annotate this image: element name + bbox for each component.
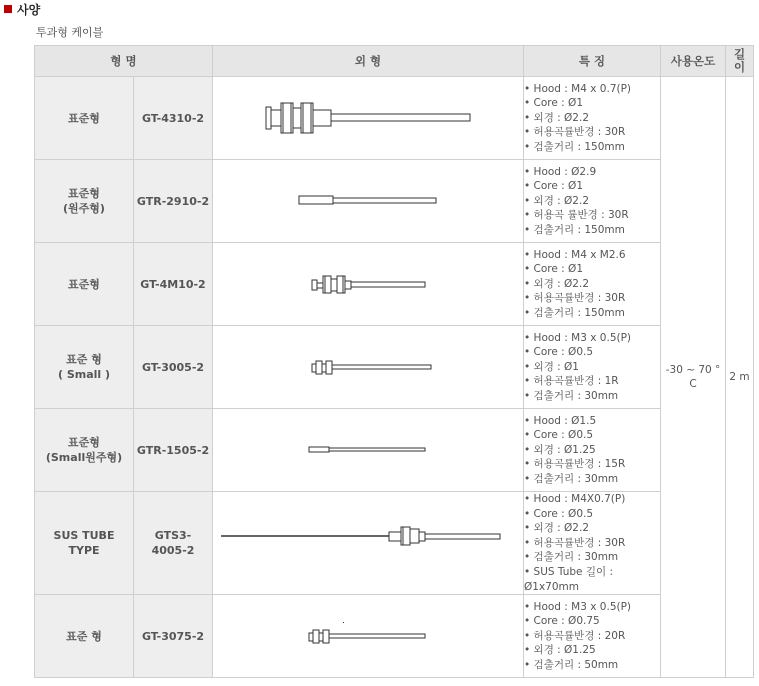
table-row bbox=[35, 160, 754, 243]
feature-line: • 검출거리 : 150mm bbox=[524, 140, 625, 153]
sensor-gts3-drawing bbox=[213, 492, 524, 594]
feature-line: • Core : Ø0.5 bbox=[524, 429, 594, 442]
feature-line: • 외경 : Ø1.25 bbox=[524, 644, 596, 657]
type-cell: 표준형 (원주형) bbox=[35, 160, 134, 243]
model-cell: GT-4310-2 bbox=[134, 77, 213, 160]
features-cell bbox=[524, 160, 661, 243]
table-row bbox=[35, 595, 754, 678]
features-cell bbox=[524, 595, 661, 678]
header-shape: 외 형 bbox=[213, 46, 524, 77]
header-type: 형 명 bbox=[35, 46, 213, 77]
model-cell: GT-3075-2 bbox=[134, 595, 213, 678]
model-cell: GT-3005-2 bbox=[134, 326, 213, 409]
bullet-square-icon bbox=[4, 5, 12, 13]
temperature-value: -30 ~ 70 ° C bbox=[665, 364, 721, 391]
feature-line: • 검출거리 : 30mm bbox=[524, 389, 619, 402]
header-row bbox=[35, 46, 754, 77]
shape-cell bbox=[213, 409, 524, 492]
feature-line: • 외경 : Ø1.25 bbox=[524, 443, 596, 456]
model-cell: GTR-1505-2 bbox=[134, 409, 213, 492]
sensor-gt4310-drawing bbox=[213, 77, 524, 159]
section-title bbox=[4, 2, 40, 16]
feature-line: • 검출거리 : 150mm bbox=[524, 306, 625, 319]
feature-line: • 검출거리 : 150mm bbox=[524, 223, 625, 236]
feature-line: • 외경 : Ø1 bbox=[524, 360, 579, 373]
type-cell: 표준 형 ( Small ) bbox=[35, 326, 134, 409]
table-row bbox=[35, 326, 754, 409]
feature-line: • Core : Ø1 bbox=[524, 180, 584, 193]
sensor-gt4m10-drawing bbox=[213, 243, 524, 325]
feature-line: • 허용곡률반경 : 30R bbox=[524, 292, 626, 305]
feature-line: • Core : Ø0.5 bbox=[524, 507, 594, 520]
feature-line: • Hood : M3 x 0.5(P) bbox=[524, 600, 632, 613]
feature-line: • 외경 : Ø2.2 bbox=[524, 194, 590, 207]
type-cell: 표준형 (Small원주형) bbox=[35, 409, 134, 492]
shape-cell bbox=[213, 77, 524, 160]
sensor-gtr2910-drawing bbox=[213, 160, 524, 242]
feature-line: • 외경 : Ø2.2 bbox=[524, 111, 590, 124]
table-row bbox=[35, 492, 754, 595]
table-row bbox=[35, 243, 754, 326]
type-cell: 표준형 bbox=[35, 77, 134, 160]
feature-line: • Hood : M4X0.7(P) bbox=[524, 493, 626, 505]
feature-line: • Core : Ø1 bbox=[524, 263, 584, 276]
type-cell: SUS TUBE TYPE bbox=[35, 492, 134, 595]
length-value: 2 m bbox=[729, 371, 750, 384]
feature-line: • Core : Ø0.5 bbox=[524, 346, 594, 359]
shape-cell bbox=[213, 492, 524, 595]
shape-cell bbox=[213, 595, 524, 678]
type-cell: 표준형 bbox=[35, 243, 134, 326]
model-cell: GTR-2910-2 bbox=[134, 160, 213, 243]
feature-line: • 허용곡률반경 : 20R bbox=[524, 629, 626, 642]
feature-line: • Core : Ø1 bbox=[524, 97, 584, 110]
features-cell bbox=[524, 409, 661, 492]
section-title-text: 사양 bbox=[17, 2, 41, 17]
model-cell: GTS3- 4005-2 bbox=[134, 492, 213, 595]
header-temp: 사용온도 bbox=[661, 46, 726, 77]
feature-line: • Hood : Ø2.9 bbox=[524, 165, 597, 178]
features-cell bbox=[524, 326, 661, 409]
features-cell bbox=[524, 77, 661, 160]
feature-line: • 외경 : Ø2.2 bbox=[524, 522, 590, 535]
length-cell bbox=[726, 77, 754, 678]
feature-line: • Hood : M4 x M2.6 bbox=[524, 248, 626, 261]
features-cell bbox=[524, 492, 661, 595]
feature-line: • 허용곡 률반경 : 30R bbox=[524, 209, 629, 222]
features-cell bbox=[524, 243, 661, 326]
table-row bbox=[35, 77, 754, 160]
spec-table bbox=[34, 45, 754, 678]
feature-line: • SUS Tube 길이 : bbox=[524, 565, 613, 578]
feature-line: • 외경 : Ø2.2 bbox=[524, 277, 590, 290]
shape-cell bbox=[213, 160, 524, 243]
sensor-gt3005-drawing bbox=[213, 326, 524, 408]
feature-line: • Hood : Ø1.5 bbox=[524, 414, 597, 427]
feature-line: • 허용곡률반경 : 1R bbox=[524, 375, 619, 388]
feature-line: • 허용곡률반경 : 30R bbox=[524, 126, 626, 139]
shape-cell bbox=[213, 243, 524, 326]
feature-line: Ø1x70mm bbox=[524, 580, 579, 593]
table-row bbox=[35, 409, 754, 492]
feature-line: • 검출거리 : 30mm bbox=[524, 472, 619, 485]
temperature-cell bbox=[661, 77, 726, 678]
model-cell: GT-4M10-2 bbox=[134, 243, 213, 326]
header-length: 길 이 bbox=[726, 46, 754, 77]
feature-line: • 허용곡률반경 : 15R bbox=[524, 458, 626, 471]
type-cell: 표준 형 bbox=[35, 595, 134, 678]
feature-line: • Core : Ø0.75 bbox=[524, 615, 600, 628]
shape-cell bbox=[213, 326, 524, 409]
sensor-gtr1505-drawing bbox=[213, 409, 524, 491]
sensor-gt3075-drawing bbox=[213, 595, 524, 677]
feature-line: • Hood : M4 x 0.7(P) bbox=[524, 82, 632, 95]
feature-line: • 검출거리 : 30mm bbox=[524, 551, 619, 564]
section-subtitle: 투과형 케이블 bbox=[36, 26, 104, 39]
feature-line: • 허용곡률반경 : 30R bbox=[524, 536, 626, 549]
feature-line: • 검출거리 : 50mm bbox=[524, 659, 619, 672]
header-features: 특 징 bbox=[524, 46, 661, 77]
feature-line: • Hood : M3 x 0.5(P) bbox=[524, 331, 632, 344]
